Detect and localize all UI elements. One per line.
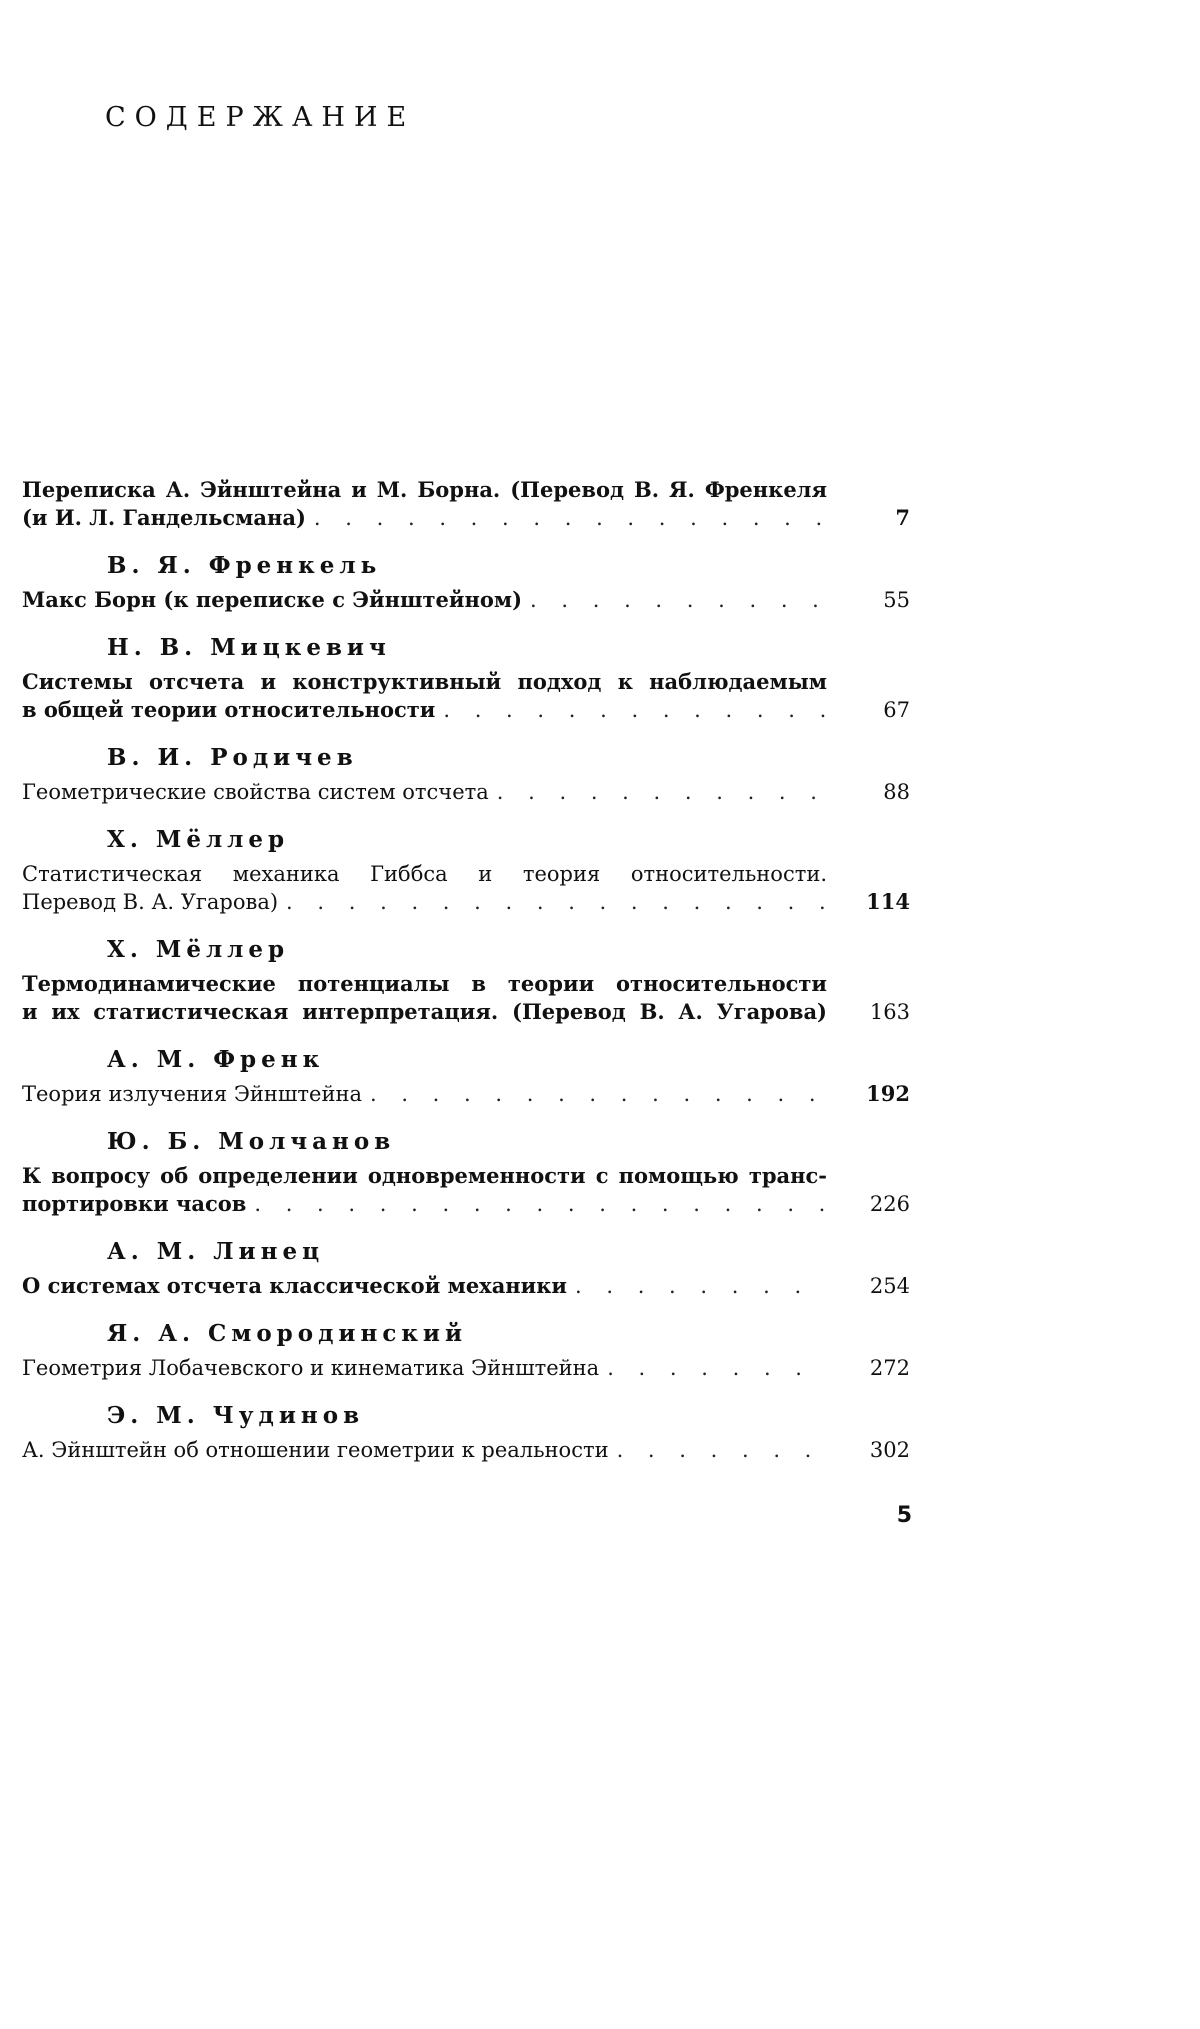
dot-leader — [522, 586, 827, 614]
toc-entry-title — [22, 1272, 827, 1300]
toc-entry — [22, 820, 910, 916]
title-last-text: Макс Борн (к переписке с Эйнштейном) — [22, 587, 523, 612]
title-last-line: и их статистическая интерпретация. (Перевод В. А. Угарова) — [22, 999, 827, 1024]
page-number: 67 — [883, 698, 910, 722]
title-last-text: Геометрические свойства систем отсчета — [22, 780, 489, 804]
page-number: 254 — [869, 1274, 910, 1298]
title-last-text: Геометрия Лобачевского и кинематика Эйнштейна — [22, 1356, 600, 1380]
toc-entry — [22, 738, 910, 806]
toc-entry-row — [22, 1272, 910, 1300]
title-last-text: Теория излучения Эйнштейна — [22, 1082, 362, 1106]
title-line: Системы отсчета и конструктивный подход к наблюдаемым — [22, 669, 827, 694]
author-name: Н. В. Мицкевич — [107, 634, 391, 661]
title-last-text: портировки часов — [22, 1191, 247, 1216]
author-name: Х. Мёллер — [107, 826, 290, 853]
title-last-text: (и И. Л. Гандельсмана) — [22, 505, 306, 530]
toc-entry-row — [22, 476, 910, 532]
toc-entry-title — [22, 1162, 827, 1218]
page-number: 7 — [895, 505, 910, 530]
toc-entry — [22, 1040, 910, 1108]
title-last-line — [22, 1436, 827, 1464]
title-line: Переписка А. Эйнштейна и М. Борна. (Перевод В. Я. Френкеля — [22, 477, 827, 502]
toc-entry — [22, 930, 910, 1026]
toc-entry-row — [22, 1080, 910, 1108]
toc-entry-row — [22, 1162, 910, 1218]
dot-leader — [278, 888, 827, 916]
page-number: 226 — [869, 1192, 910, 1216]
toc-entry-row — [22, 586, 910, 614]
dot-leader — [489, 778, 827, 806]
page-number: 272 — [869, 1356, 910, 1380]
page-number: 302 — [869, 1438, 910, 1462]
page-folio-number: 5 — [896, 1503, 912, 1528]
toc-entry-row — [22, 860, 910, 916]
page-number: 88 — [883, 780, 910, 804]
page-number: 192 — [866, 1081, 910, 1106]
toc-entry-title — [22, 476, 827, 532]
title-line: Термодинамические потенциалы в теории относительности — [22, 971, 827, 996]
author-name: Ю. Б. Молчанов — [107, 1128, 396, 1155]
toc-entry — [22, 1314, 910, 1382]
toc-entry-title — [22, 1436, 827, 1464]
author-name: А. М. Линец — [107, 1238, 325, 1265]
title-line: Статистическая механика Гиббса и теория относительности. — [22, 862, 827, 886]
title-last-line — [22, 1190, 827, 1218]
page-number: 55 — [883, 588, 910, 612]
title-last-line — [22, 888, 827, 916]
toc-entry-title — [22, 668, 827, 724]
title-last-line — [22, 1354, 827, 1382]
toc-entry-title — [22, 1080, 827, 1108]
dot-leader — [609, 1436, 827, 1464]
toc-entry — [22, 1396, 910, 1464]
toc-entry-row — [22, 668, 910, 724]
title-line: К вопросу об определении одновременности с помощью транс- — [22, 1163, 827, 1188]
toc-entry-title — [22, 970, 827, 1026]
table-of-contents — [22, 476, 910, 1464]
toc-entry-row — [22, 1436, 910, 1464]
title-last-line — [22, 504, 827, 532]
title-last-text: в общей теории относительности — [22, 697, 436, 722]
page-number: 114 — [866, 889, 910, 914]
toc-entry — [22, 546, 910, 614]
toc-entry-title — [22, 586, 827, 614]
dot-leader — [435, 696, 827, 724]
toc-entry-title — [22, 778, 827, 806]
author-name: В. И. Родичев — [107, 744, 358, 771]
author-name: В. Я. Френкель — [107, 552, 382, 579]
author-name: Я. А. Смородинский — [107, 1320, 468, 1347]
title-last-text: Перевод В. А. Угарова) — [22, 890, 279, 914]
title-last-text: О системах отсчета классической механики — [22, 1273, 567, 1298]
title-last-line — [22, 696, 827, 724]
toc-entry-title — [22, 1354, 827, 1382]
title-last-line — [22, 1080, 827, 1108]
toc-entry — [22, 1122, 910, 1218]
toc-entry-row — [22, 778, 910, 806]
author-name: Э. М. Чудинов — [107, 1402, 365, 1429]
toc-entry-title — [22, 860, 827, 916]
author-name: Х. Мёллер — [107, 936, 290, 963]
title-last-line — [22, 1272, 827, 1300]
dot-leader — [362, 1080, 827, 1108]
toc-entry-row — [22, 1354, 910, 1382]
page-number: 163 — [869, 1000, 910, 1024]
toc-entry-row — [22, 970, 910, 1026]
dot-leader — [599, 1354, 827, 1382]
dot-leader — [246, 1190, 827, 1218]
toc-entry — [22, 1232, 910, 1300]
author-name: А. М. Френк — [107, 1046, 325, 1073]
title-last-text: А. Эйнштейн об отношении геометрии к реальности — [22, 1438, 609, 1462]
dot-leader — [567, 1272, 827, 1300]
title-last-line — [22, 778, 827, 806]
toc-entry — [22, 628, 910, 724]
dot-leader — [306, 504, 827, 532]
toc-entry — [22, 476, 910, 532]
page-title: СОДЕРЖАНИЕ — [105, 102, 416, 133]
title-last-line — [22, 586, 827, 614]
